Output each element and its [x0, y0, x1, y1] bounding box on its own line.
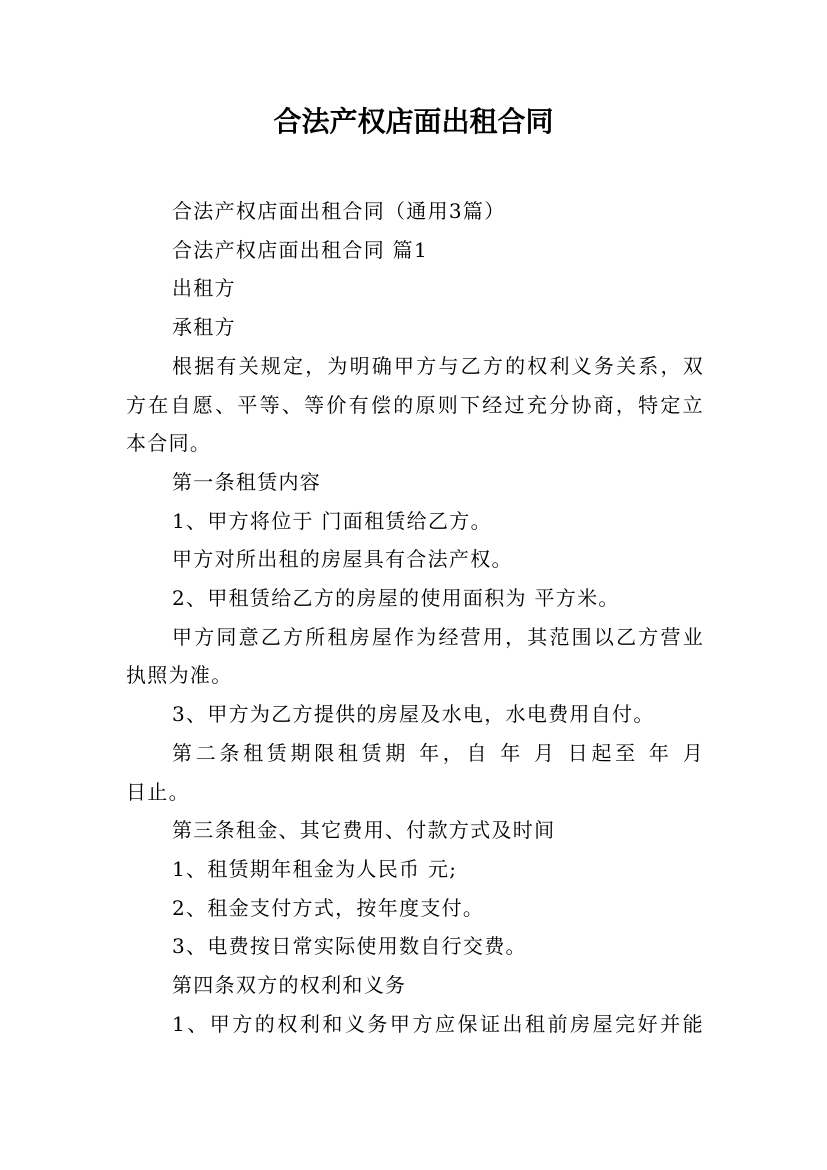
paragraph-preamble-line-1: 根据有关规定，为明确甲方与乙方的权利义务关系，双 [172, 353, 704, 378]
paragraph-lessor: 出租方 [172, 276, 236, 301]
paragraph-lessee: 承租方 [172, 315, 236, 340]
article-3-heading: 第三条租金、其它费用、付款方式及时间 [172, 818, 556, 843]
article-4-heading: 第四条双方的权利和义务 [172, 973, 407, 998]
document-title: 合法产权店面出租合同 [273, 105, 554, 138]
article-1-item-1: 1、甲方将位于 门面租赁给乙方。 [172, 508, 492, 533]
paragraph-subtitle: 合法产权店面出租合同（通用3篇） [172, 199, 506, 223]
article-1-property-right: 甲方对所出租的房屋具有合法产权。 [172, 547, 513, 572]
paragraph-preamble-line-3: 本合同。 [126, 431, 212, 456]
article-1-usage-line-1: 甲方同意乙方所租房屋作为经营用，其范围以乙方营业 [172, 624, 704, 649]
paragraph-preamble-line-2: 方在自愿、平等、等价有偿的原则下经过充分协商，特定立 [126, 392, 704, 417]
article-2-line-1: 第二条租赁期限租赁期 年，自 年 月 日起至 年 月 [172, 740, 704, 765]
article-1-usage-line-2: 执照为准。 [126, 663, 233, 688]
paragraph-part-heading: 合法产权店面出租合同 篇1 [172, 237, 428, 262]
document-body [126, 192, 704, 1043]
article-3-item-1: 1、租赁期年租金为人民币 元; [172, 856, 458, 881]
article-1-item-3: 3、甲方为乙方提供的房屋及水电，水电费用自付。 [172, 702, 655, 727]
article-1-item-2: 2、甲租赁给乙方的房屋的使用面积为 平方米。 [172, 586, 620, 611]
article-1-heading: 第一条租赁内容 [172, 469, 322, 494]
article-3-item-3: 3、电费按日常实际使用数自行交费。 [172, 934, 527, 959]
article-4-item-1: 1、甲方的权利和义务甲方应保证出租前房屋完好并能 [172, 1011, 704, 1036]
article-2-line-2: 日止。 [126, 779, 190, 804]
article-3-item-2: 2、租金支付方式，按年度支付。 [172, 895, 485, 920]
